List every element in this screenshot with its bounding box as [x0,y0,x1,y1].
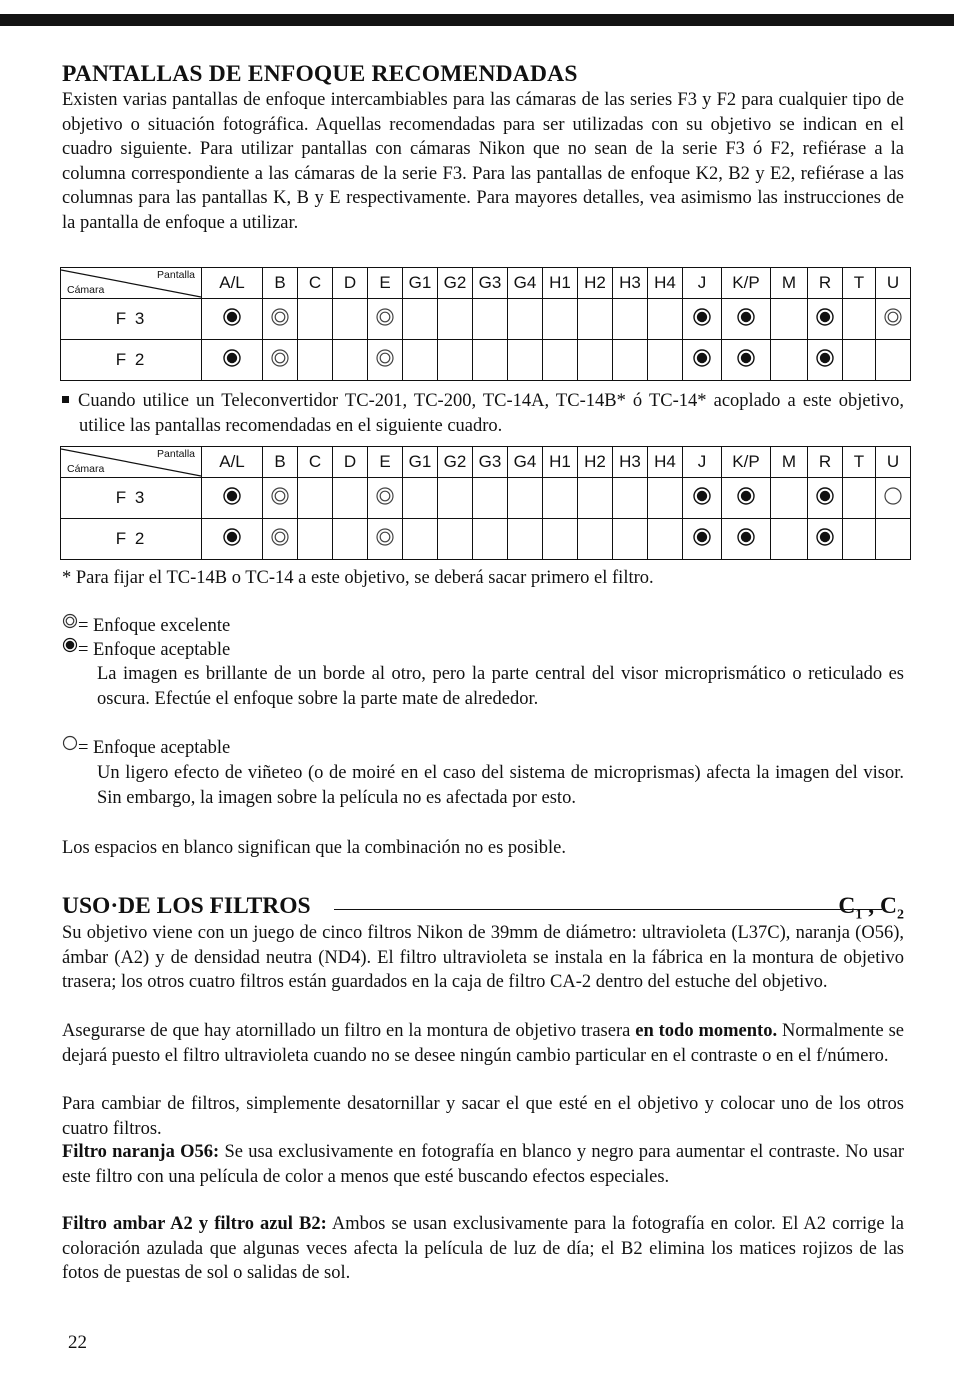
table1-cell [202,299,263,340]
filled-circle-icon [815,486,835,511]
table2-cell [722,478,771,519]
table2-cell [298,478,333,519]
table2-cell [333,519,368,560]
legend-acceptable-filled: = Enfoque aceptable [62,638,904,663]
table1-cell [543,299,578,340]
section-title-filters: USO·DE LOS FILTROS [62,893,311,919]
table1-cell [543,340,578,381]
table2-cell [543,478,578,519]
table1-row-label: F 3 [61,299,202,340]
table1-cell [403,299,438,340]
table1-column-header: E [368,268,403,299]
table2-column-header: H1 [543,447,578,478]
table1-column-header: D [333,268,368,299]
table2-cell [613,519,648,560]
table1-column-header: B [263,268,298,299]
double-circle-icon [270,307,290,332]
filled-circle-icon [222,348,242,373]
table2-cell [771,519,808,560]
filled-circle-icon [815,307,835,332]
table2-cell [508,478,543,519]
table2-cell [473,519,508,560]
table2-column-header: G2 [438,447,473,478]
table1-row [61,299,911,340]
open-circle-icon [62,734,78,759]
table2-cell [722,519,771,560]
table2-column-header: U [876,447,911,478]
double-circle-icon [270,348,290,373]
table2-column-header: C [298,447,333,478]
table2-column-header: R [808,447,843,478]
table2-cell [333,478,368,519]
table2-row [61,478,911,519]
table2-cell [843,519,876,560]
filled-circle-icon [692,307,712,332]
table1-column-header: U [876,268,911,299]
top-border-bar [0,14,954,26]
teleconverter-note: Cuando utilice un Teleconvertidor TC-201, TC-200, TC-14A, TC-14B* ó TC-14* acoplado a este objetivo, utilice las pantallas recomendadas en el siguiente cuadro. [62,389,904,438]
table2-cell [543,519,578,560]
table2-column-header: G1 [403,447,438,478]
corner-screen-label: Pantalla [157,448,195,460]
filters-paragraph-amber-blue: Filtro ambar A2 y filtro azul B2: Ambos se usan exclusivamente para la fotografía en color. El A2 corrige la coloración azulada que algunas veces afecta la película de luz de día; el B2 elimina los matices rojizos de las fotos de puestas de sol o salidas de sol. [62,1214,904,1284]
table2-cell [438,478,473,519]
table2-cell [876,519,911,560]
table2-column-header: T [843,447,876,478]
table1-column-header: A/L [202,268,263,299]
table1-cell [508,299,543,340]
table1-cell [508,340,543,381]
table2-cell [202,478,263,519]
double-circle-icon [375,348,395,373]
table1-cell [473,340,508,381]
filled-circle-icon [736,527,756,552]
filled-circle-icon [692,348,712,373]
table1-cell [613,340,648,381]
table2-column-header: H2 [578,447,613,478]
filters-paragraph-2: Asegurarse de que hay atornillado un filtro en la montura de objetivo trasera en todo momento. Normalmente se dejará puesto el filtro ultravioleta cuando no se desee ningún cambio particular en el contraste o en el f/número. [62,1021,905,1066]
legend-open-description: Un ligero efecto de viñeteo (o de moiré en el caso del sistema de microprismas) afecta la imagen del visor. Sin embargo, la imagen sobre la película no es afectada por esto. [97,763,904,808]
legend-filled-description: La imagen es brillante de un borde al otro, pero la parte central del visor microprismático o reticulado es oscura. Efectúe el enfoque sobre la parte mate de alrededor. [97,664,904,709]
table1-column-header: G3 [473,268,508,299]
section-title-focusing-screens: PANTALLAS DE ENFOQUE RECOMENDADAS [62,61,578,87]
table2-cell [263,478,298,519]
table1-cell [368,299,403,340]
table1-column-header: H4 [648,268,683,299]
table2-cell [403,478,438,519]
table1-cell [808,340,843,381]
table1-cell [298,299,333,340]
table1-column-header: H3 [613,268,648,299]
filled-circle-icon [222,486,242,511]
table1-cell [648,299,683,340]
table2-row [61,519,911,560]
table1-row-label: F 2 [61,340,202,381]
table1-corner-cell [61,268,202,299]
double-circle-icon [270,486,290,511]
table2-cell [403,519,438,560]
focusing-screen-table-1 [60,267,911,381]
legend-excellent: = Enfoque excelente [62,614,904,639]
open-circle-icon [883,486,903,511]
table2-row-label: F 2 [61,519,202,560]
table2-cell [438,519,473,560]
filled-circle-icon [736,307,756,332]
table1-column-header: H2 [578,268,613,299]
table2-cell [613,478,648,519]
filled-circle-icon [692,527,712,552]
table1-cell [578,340,613,381]
table1-column-header: K/P [722,268,771,299]
table1-cell [263,340,298,381]
table1-cell [613,299,648,340]
filled-circle-icon [62,636,78,661]
table2-column-header: E [368,447,403,478]
table2-column-header: G4 [508,447,543,478]
double-circle-icon [883,307,903,332]
table1-cell [202,340,263,381]
filled-circle-icon [815,527,835,552]
header-rule [334,909,882,910]
table1-cell [771,340,808,381]
corner-screen-label: Pantalla [157,269,195,281]
table1-row [61,340,911,381]
table2-header-row [61,447,911,478]
table1-cell [438,299,473,340]
table1-cell [263,299,298,340]
focusing-screen-table-2 [60,446,911,560]
blank-spaces-note: Los espacios en blanco significan que la combinación no es posible. [62,838,566,858]
table2-cell [578,478,613,519]
table1-column-header: H1 [543,268,578,299]
table1-cell [683,299,722,340]
double-circle-icon [62,612,78,637]
intro-paragraph: Existen varias pantallas de enfoque intercambiables para las cámaras de las series F3 y F2 para cualquier tipo de objetivo o situación fotográfica. Aquellas recomendadas para ser utilizadas con su objetivo se indican en el cuadro siguiente. Para utilizar pantallas con cámaras Nikon que no sean de la serie F3 ó F2, refiérase a la columna correspondiente a las cámaras de la serie F3. Para las pantallas de enfoque K2, B2 y E2, refiérase a las columnas para las pantallas K, B y E respectivamente. Para mayores detalles, vea asimismo las instrucciones de la pantalla de enfoque a utilizar. [62,90,904,233]
table1-cell [333,299,368,340]
corner-camera-label: Cámara [67,284,105,296]
table2-corner-cell [61,447,202,478]
page-number: 22 [68,1332,87,1353]
table2-cell [683,478,722,519]
table2-column-header: B [263,447,298,478]
table1-cell [843,340,876,381]
double-circle-icon [375,486,395,511]
corner-camera-label: Cámara [67,463,105,475]
table1-column-header: G4 [508,268,543,299]
table1-column-header: M [771,268,808,299]
table2-cell [683,519,722,560]
table2-cell [648,519,683,560]
table2-cell [368,478,403,519]
table2-cell [263,519,298,560]
double-circle-icon [375,527,395,552]
filled-circle-icon [222,307,242,332]
table1-cell [578,299,613,340]
table1-header-row [61,268,911,299]
table1-column-header: C [298,268,333,299]
table1-cell [403,340,438,381]
filters-paragraph-orange: Filtro naranja O56: Se usa exclusivamente en fotografía en blanco y negro para aumentar el contraste. No usar este filtro con una película de color a menos que esté buscando efectos especiales. [62,1142,904,1187]
table2-column-header: D [333,447,368,478]
table2-row-label: F 3 [61,478,202,519]
table1-column-header: G1 [403,268,438,299]
table1-cell [368,340,403,381]
table1-column-header: J [683,268,722,299]
bullet-icon [62,396,69,403]
table2-cell [648,478,683,519]
table2-cell [808,519,843,560]
table2-cell [843,478,876,519]
table1-cell [808,299,843,340]
footnote: * Para fijar el TC-14B o TC-14 a este objetivo, se deberá sacar primero el filtro. [62,568,654,588]
table1-cell [333,340,368,381]
table1-cell [876,299,911,340]
filters-paragraph-1: Su objetivo viene con un juego de cinco filtros Nikon de 39mm de diámetro: ultravioleta (L37C), naranja (O56), ámbar (A2) y de densidad neutra (ND4). El filtro ultravioleta se instala en la fábrica en la montura de objetivo trasera; los otros cuatro filtros están guardados en la caja de filtro CA-2 dentro del estuche del objetivo. [62,923,904,993]
table2-cell [202,519,263,560]
table2-cell [578,519,613,560]
table2-cell [808,478,843,519]
table2-column-header: G3 [473,447,508,478]
table2-column-header: J [683,447,722,478]
table2-column-header: H3 [613,447,648,478]
table1-column-header: G2 [438,268,473,299]
table2-cell [473,478,508,519]
table1-cell [722,299,771,340]
table2-cell [508,519,543,560]
filled-circle-icon [736,486,756,511]
legend-acceptable-open: = Enfoque aceptable [62,736,904,761]
filled-circle-icon [222,527,242,552]
table1-column-header: T [843,268,876,299]
table2-cell [771,478,808,519]
double-circle-icon [270,527,290,552]
table1-cell [771,299,808,340]
filters-paragraph-3: Para cambiar de filtros, simplemente desatornillar y sacar el que esté en el objetivo y colocar uno de los otros cuatro filtros. [62,1094,904,1139]
filled-circle-icon [736,348,756,373]
table2-cell [368,519,403,560]
filled-circle-icon [692,486,712,511]
table2-column-header: H4 [648,447,683,478]
section-code: $C_1$ , $C_2$ [838,893,904,923]
table1-cell [683,340,722,381]
table2-column-header: M [771,447,808,478]
table2-cell [876,478,911,519]
table1-cell [876,340,911,381]
table1-cell [843,299,876,340]
section-header-filters [62,893,904,923]
table2-cell [298,519,333,560]
table1-column-header: R [808,268,843,299]
double-circle-icon [375,307,395,332]
table1-cell [298,340,333,381]
table2-column-header: K/P [722,447,771,478]
table2-column-header: A/L [202,447,263,478]
table1-cell [438,340,473,381]
filled-circle-icon [815,348,835,373]
table1-cell [473,299,508,340]
table1-cell [648,340,683,381]
table1-cell [722,340,771,381]
